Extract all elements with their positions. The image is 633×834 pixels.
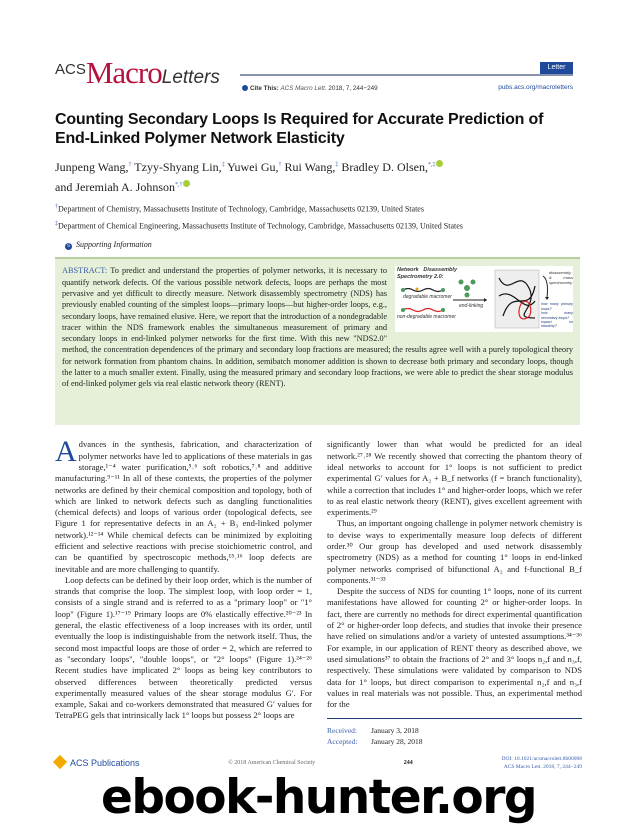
body-column-right (327, 439, 582, 747)
doi[interactable]: DOI: 10.1021/acsmacrolett.8b00008 ACS Macro Lett. 2018, 7, 244−249 (501, 756, 582, 771)
body-columns (55, 435, 582, 747)
affiliations (55, 200, 580, 233)
cite-icon (242, 85, 248, 91)
author[interactable]: Bradley D. Olsen,*,‡ (341, 160, 443, 174)
author[interactable]: Yuwei Gu,† (227, 160, 282, 174)
acs-publications-logo: ACS Publications (55, 757, 140, 769)
affiliation: †Department of Chemistry, Massachusetts Institute of Technology, Cambridge, Massachusetts 02139, United States (55, 204, 424, 214)
affiliation: ‡Department of Chemical Engineering, Massachusetts Institute of Technology, Cambridge, Massachusetts 02139, United States (55, 220, 463, 231)
paragraph: Loop defects can be defined by their loop order, which is the number of strands that comprise the loop. The simplest loop, with loop order = 1, consists of a single strand and is referred to as a "primary loop" or "1° loop" (Figure 1).¹⁷⁻¹⁹ Primary loops are 0% elastically effective.²⁰⁻²³ In general, the elastic effectiveness of a loop increases with its order, until eventually the loop is indistinguishable from the network itself. Thus, the second most impactful loops are those of order = 2, which are referred to as "secondary loops", "double loops", or "2° loops" (Figure 1).²⁴⁻²⁶ Recent studies have implicated 2° loops as being key contributors to observed differences between theoretically predicted versus experimentally measured values of the shear storage modulus G′. For example, Sakai and co-workers demonstrated that measured G′ values for TetraPEG gels that intrinsically lack 1° loops but possess 2° loops are (55, 574, 312, 721)
toc-title: Network Disassembly Spectrometry 2.0: (397, 267, 457, 281)
author[interactable]: and Jeremiah A. Johnson*,† (55, 180, 190, 194)
header-rule (240, 74, 573, 76)
toc-graphic (395, 266, 573, 332)
toc-label-nondegradable: non-degradable macromer (397, 314, 456, 321)
article-dates (327, 718, 582, 747)
toc-label-endlinking: end-linking (459, 303, 484, 310)
logo-acs: ACS (55, 61, 86, 78)
paragraph: Despite the success of NDS for counting 1° loops, none of its current manifestations have allowed for counting 2° or higher-order loops. In fact, there are currently no methods for direct experimental quantification of 2° or higher-order loop defects, and studies that invoke their presence have relied on simulations and/or a variety of untested assumptions.³⁴⁻³⁶ For example, in our application of RENT theory as described above, we used simulations³⁷ to obtain the fractions of 2° and 3° loops n₂,f and n₃,f, respectively. These simulations were validated by comparison to NDS data for 1° loops, but direct comparison to experimental n₂,f and n₃,f values in real materials was not possible. Thus, an experimental method for the (327, 586, 582, 710)
abstract-label: ABSTRACT: (62, 266, 108, 276)
toc-questions: how many primary loops? how many secondary loops? impact on elasticity? (541, 302, 573, 329)
author[interactable]: Rui Wang,‡ (284, 160, 339, 174)
accepted-date: January 28, 2018 (371, 737, 423, 747)
orcid-icon[interactable] (183, 180, 190, 187)
toc-label-degradable: degradable macromer (403, 294, 452, 301)
toc-label-disassembly: disassembly & mass spectrometry (549, 270, 573, 286)
accepted-label: Accepted: (327, 737, 358, 747)
watermark: ebook-hunter.org (100, 770, 537, 826)
orcid-icon[interactable] (436, 160, 443, 167)
supporting-info-icon: S (65, 243, 72, 250)
logo-letters: Letters (161, 67, 220, 88)
page-footer (55, 755, 582, 771)
copyright: © 2018 American Chemical Society (228, 760, 316, 767)
article-title: Counting Secondary Loops Is Required for Accurate Prediction of End-Linked Polymer Network Elasticity (55, 111, 544, 147)
abstract-text: To predict and understand the properties of polymer networks, it is necessary to quantify network defects. Of the various possible network defects, loops are perhaps the most pervasive and yet difficult to directly measure. Network disassembly spectrometry (NDS) has previously enabled counting of the simplest loops—primary loops—but higher-order loops, e.g., secondary loops, have remained elusive. Here, we report that the introduction of a nondegradable tracer within the NDS framework enables the simultaneous measurement of primary and secondary loops in end-linked polymer networks for the first time. With this new "NDS2.0" method, the concentration dependences of the primary and secondary loop fractions are measured; the results agree well with a purely topological theory for network formation from phantom chains. In addition, semibatch monomer addition is shown to decrease both primary and secondary loops, though the latter to a much smaller extent. Finally, using the measured primary and secondary loop fractions, we were able to predict the shear storage modulus of end-linked polymer gels via real elastic network theory (RENT). (62, 266, 573, 389)
cite-ref: 2018, 7, 244−249 (328, 85, 378, 92)
journal-logo (55, 55, 220, 93)
received-label: Received: (327, 726, 357, 736)
paragraph: significantly lower than what would be predicted for an ideal network.²⁷˒²⁸ We recently showed that correcting the phantom theory of ideal networks to account for 1° loops is not sufficient to predict experimental G′ values for A₂ + B_f networks (f = branch functionality), while a correction that includes 1° and higher-order loops, which we refer to as real elastic network theory (RENT), gives excellent agreement with experiments.²⁹ (327, 439, 582, 518)
journal-url[interactable]: pubs.acs.org/macroletters (498, 84, 573, 91)
cite-label: Cite This: (250, 85, 279, 92)
logo-macro: Macro (85, 55, 162, 90)
supporting-information-link[interactable]: S Supporting Information (65, 239, 580, 251)
author[interactable]: Tzyy-Shyang Lin,‡ (134, 160, 225, 174)
body-column-left (55, 435, 312, 747)
author-list (55, 156, 580, 196)
cite-this[interactable] (242, 85, 378, 92)
received-date: January 3, 2018 (371, 726, 419, 736)
abstract-box (55, 257, 580, 425)
cite-journal: ACS Macro Lett. (280, 85, 327, 92)
drop-cap: A (55, 435, 77, 469)
paragraph: Advances in the synthesis, fabrication, and characterization of polymer networks have led to applications of these materials in gas storage,¹⁻⁴ water purification,⁵˒⁶ soft robotics,⁷˒⁸ and additive manufacturing.⁹⁻¹¹ In all of these contexts, the properties of the polymer networks are defined by their chemical composition and topology, both of which are linked to network defects such as dangling functionalities (chemical defects) and loops of various order (topological defects, see Figure 1 for representative defects in an A₂ + B₃ end-linked polymer network).¹²⁻¹⁴ While chemical defects can be minimized by exploiting efficient and selective reactions with precise stoichiometric control, and can be quantified by spectroscopic methods,¹⁵˒¹⁶ loop defects are inevitable and are more challenging to quantify. (55, 435, 312, 574)
paragraph: Thus, an important ongoing challenge in polymer network chemistry is to devise ways to experimentally measure loop defects of different order.³⁰ Our group has developed and used network disassembly spectrometry (NDS) as a method for counting 1° loops in end-linked polymer networks comprised of bifunctional A₂ and f-functional B_f components.³¹⁻³³ (327, 518, 582, 585)
article-type-badge: Letter (540, 62, 573, 74)
acs-logo-icon (53, 755, 67, 769)
page-number: 244 (403, 760, 413, 767)
author[interactable]: Junpeng Wang,† (55, 160, 132, 174)
